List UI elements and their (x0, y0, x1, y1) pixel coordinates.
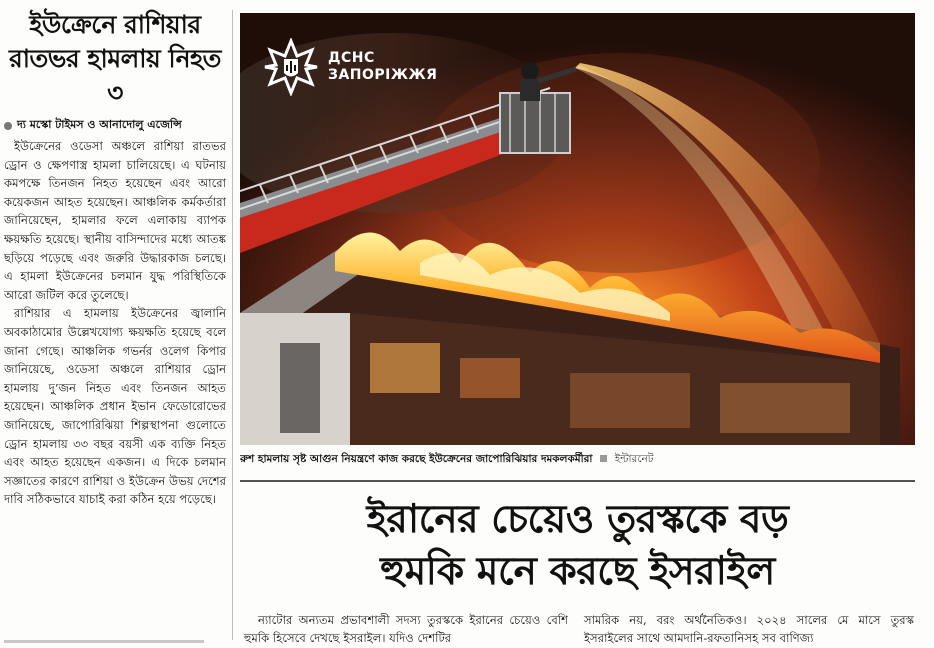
logo-text (328, 50, 437, 84)
rescue-service-emblem-icon (262, 38, 320, 96)
headline-line-1: ইরানের চেয়েও তুরস্ককে বড় (366, 497, 789, 542)
left-bottom-divider (4, 640, 204, 643)
photo-caption (240, 452, 915, 469)
main-article-column-2: সামরিক নয়, বরং অর্থনৈতিকও। ২০২৪ সালের মে মাসে তুরস্ক ইসরাইলের সাথে আমদানি-রফতানিসহ সব বাণিজ্য (584, 613, 914, 645)
left-article-paragraph-2: রাশিয়ার এ হামলায় ইউক্রেনের জ্বালানি অবকাঠামোর উল্লেখযোগ্য ক্ষয়ক্ষতি হয়েছে বলে জানা গেছে। আঞ্চলিক গভর্নর ওলেগ কিপার জানিয়েছে, ওডেসা অঞ্চলে রাশিয়ার ড্রোন হামলায় দু’জন নিহত এবং তিনজন আহত হয়েছেন। আঞ্চলিক প্রধান ইভান ফেডোরোভের জানিয়েছে, জাপোরিঝিয়া শিল্পস্থাপনা গুলোতে ড্রোন হামলায় ৩৩ বছর বয়সী এক ব্যক্তি নিহত এবং আহত হয়েছেন একজন। এ দিকে চলমান সজ্ঞাতের কারণে রাশিয়া ও ইউক্রেন উভয় দেশের দাবি সঠিকভাবে যাচাই করা কঠিন হয়ে পড়েছে। (4, 306, 226, 507)
rescue-service-logo (262, 38, 437, 96)
caption-credit: ইন্টারনেট (614, 453, 654, 465)
caption-text: রুশ হামলায় সৃষ্ট আগুন নিয়ন্ত্রণে কাজ করছে ইউক্রেনের জাপোরিঝিয়ার দমকলকর্মীরা (240, 453, 593, 465)
logo-line-1: ДСНС (328, 50, 375, 66)
left-article (4, 8, 226, 509)
section-divider (240, 480, 915, 482)
logo-line-2: ЗАПОРІЖЖЯ (328, 67, 438, 83)
left-article-byline (4, 116, 226, 135)
main-article-headline (240, 494, 915, 598)
headline-line-2: হুমকি মনে করছে ইসরাইল (380, 549, 775, 594)
news-photo (240, 13, 915, 445)
left-article-paragraph-1: ইউক্রেনের ওডেসা অঞ্চলে রাশিয়া রাতভর ড্রোন ও ক্ষেপণাস্ত্র হামলা চালিয়েছে। এ ঘটনায় কমপক্ষে তিনজন নিহত হয়েছেন এবং আরো কয়েকজন আহত হয়েছেন। আঞ্চলিক কর্মকর্তারা জানিয়েছেন, হামলার ফলে এলাকায় ব্যাপক ক্ষয়ক্ষতি হয়েছে। স্থানীয় বাসিন্দাদের মধ্যে আতঙ্ক ছড়িয়ে পড়েছে এবং জরুরি উদ্ধারকাজ চলছে। এ হামলা ইউক্রেনের চলমান যুদ্ধ পরিস্থিতিকে আরো জটিল করে তুলেছে। (4, 139, 226, 302)
main-article-column-1: ন্যাটোর অন্যতম প্রভাবশালী সদস্য তুরস্ককে ইরানের চেয়েও বেশি হুমকি হিসেবে দেখছে ইসরাইল। যদিও দেশটির (244, 613, 568, 645)
left-article-headline: ইউক্রেনে রাশিয়ার রাতভর হামলায় নিহত ৩ (9, 10, 221, 107)
column-divider (232, 10, 233, 640)
caption-separator-icon (600, 455, 607, 462)
byline-text: দ্য মস্কো টাইমস ও আনাদোলু এজেন্সি (17, 118, 182, 131)
bullet-icon (4, 122, 12, 130)
